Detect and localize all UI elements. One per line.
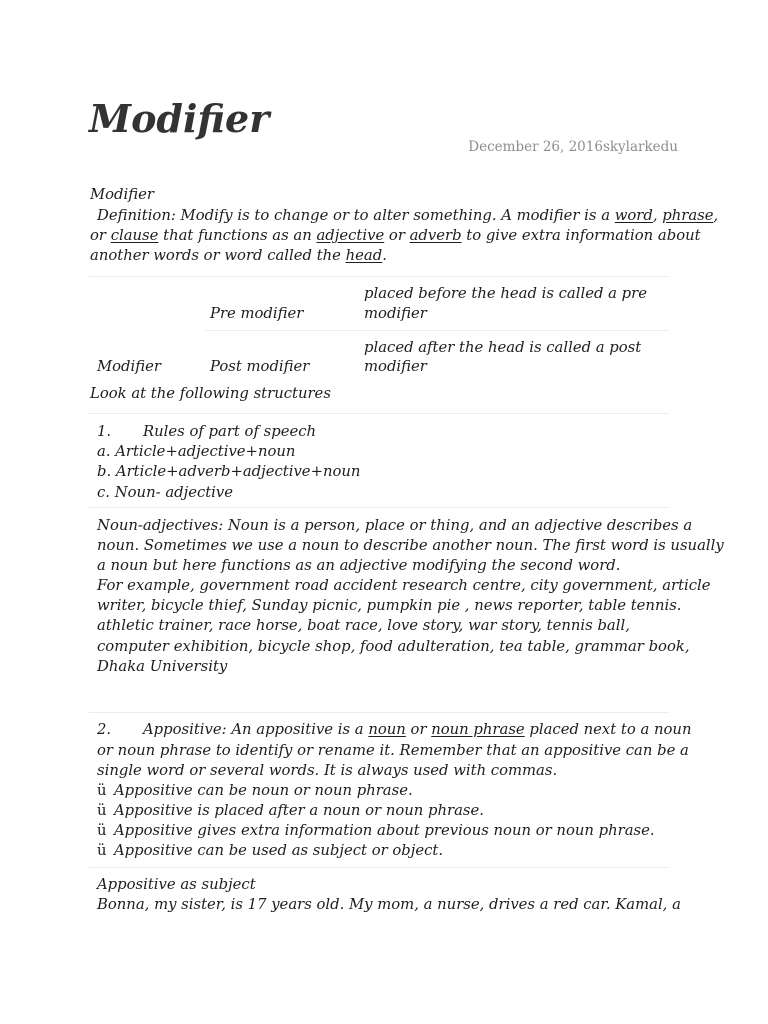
post-meta: December 26, 2016skylarkedu xyxy=(468,139,678,155)
modifier-row-label: Modifier xyxy=(97,358,161,375)
link-adverb[interactable]: adverb xyxy=(409,227,462,244)
appositive-text: Appositive: An appositive is a xyxy=(143,721,369,738)
appositive-line-2: or noun phrase to identify or rename it. Remember that an appositive can be a xyxy=(97,742,689,759)
subject-line-1: Bonna, my sister, is 17 years old. My mom, a nurse, drives a red car. Kamal, a xyxy=(97,896,681,913)
post-modifier-label: Post modifier xyxy=(210,358,310,375)
table-rule-mid xyxy=(205,330,669,331)
pre-modifier-desc-2: modifier xyxy=(364,305,427,322)
definition-text: that functions as an xyxy=(158,227,317,244)
structures-intro: Look at the following structures xyxy=(90,385,331,402)
table-rule-5 xyxy=(89,867,669,868)
link-word[interactable]: word xyxy=(614,207,653,224)
noun-adjectives-line-7: computer exhibition, bicycle shop, food adulteration, tea table, grammar book, xyxy=(97,638,690,655)
post-modifier-desc-2: modifier xyxy=(364,358,427,375)
definition-text: another words or word called the xyxy=(90,247,346,264)
appositive-number: 2. xyxy=(97,721,112,738)
bullet-check-icon: ü xyxy=(97,802,107,819)
link-phrase[interactable]: phrase xyxy=(662,207,714,224)
pre-modifier-desc-1: placed before the head is called a pre xyxy=(364,285,647,302)
bullet-check-icon: ü xyxy=(97,782,107,799)
noun-adjectives-line-5: writer, bicycle thief, Sunday picnic, pumpkin pie , news reporter, table tennis. xyxy=(97,597,682,614)
table-rule-4 xyxy=(89,712,669,713)
link-noun-phrase[interactable]: noun phrase xyxy=(431,721,525,738)
rules-title: Rules of part of speech xyxy=(143,423,317,440)
definition-text: or xyxy=(90,227,111,244)
table-rule-2 xyxy=(89,413,669,414)
noun-adjectives-line-1: Noun-adjectives: Noun is a person, place or thing, and an adjective describes a xyxy=(97,517,693,534)
bullet-check-icon: ü xyxy=(97,842,107,859)
noun-adjectives-line-6: athletic trainer, race horse, boat race, love story, war story, tennis ball, xyxy=(97,617,630,634)
appositive-line-1 xyxy=(143,720,691,740)
definition-text: or xyxy=(384,227,410,244)
definition-line-1 xyxy=(97,206,718,226)
pre-modifier-label: Pre modifier xyxy=(210,305,304,322)
bullet-item: Appositive is placed after a noun or noun phrase. xyxy=(114,802,484,819)
bullet-check-icon: ü xyxy=(97,822,107,839)
definition-text: Definition: Modify is to change or to alter something. A modifier is a xyxy=(97,207,615,224)
appositive-line-3: single word or several words. It is always used with commas. xyxy=(97,762,558,779)
appositive-text: placed next to a noun xyxy=(524,721,692,738)
definition-text: to give extra information about xyxy=(461,227,701,244)
definition-text: . xyxy=(382,247,387,264)
bullet-item: Appositive gives extra information about previous noun or noun phrase. xyxy=(114,822,655,839)
definition-line-3 xyxy=(90,246,387,266)
intro-heading: Modifier xyxy=(90,186,154,203)
noun-adjectives-line-4: For example, government road accident research centre, city government, article xyxy=(97,577,711,594)
bullet-item: Appositive can be used as subject or object. xyxy=(114,842,444,859)
rule-c: c. Noun- adjective xyxy=(97,484,234,501)
separator: , xyxy=(652,207,663,224)
page-title: Modifier xyxy=(89,96,270,141)
rules-number: 1. xyxy=(97,423,112,440)
link-noun[interactable]: noun xyxy=(368,721,406,738)
link-clause[interactable]: clause xyxy=(110,227,159,244)
noun-adjectives-line-3: a noun but here functions as an adjective modifying the second word. xyxy=(97,557,621,574)
definition-line-2 xyxy=(90,226,701,246)
subject-heading: Appositive as subject xyxy=(97,876,256,893)
bullet-item: Appositive can be noun or noun phrase. xyxy=(114,782,413,799)
table-rule-top xyxy=(89,276,669,277)
link-adjective[interactable]: adjective xyxy=(316,227,385,244)
post-modifier-desc-1: placed after the head is called a post xyxy=(364,339,642,356)
rule-a: a. Article+adjective+noun xyxy=(97,443,296,460)
separator: , xyxy=(713,207,719,224)
table-rule-3 xyxy=(89,507,669,508)
noun-adjectives-line-2: noun. Sometimes we use a noun to describe another noun. The first word is usually xyxy=(97,537,724,554)
noun-adjectives-line-8: Dhaka University xyxy=(97,658,228,675)
rule-b: b. Article+adverb+adjective+noun xyxy=(97,463,361,480)
appositive-text: or xyxy=(405,721,432,738)
link-head[interactable]: head xyxy=(345,247,383,264)
